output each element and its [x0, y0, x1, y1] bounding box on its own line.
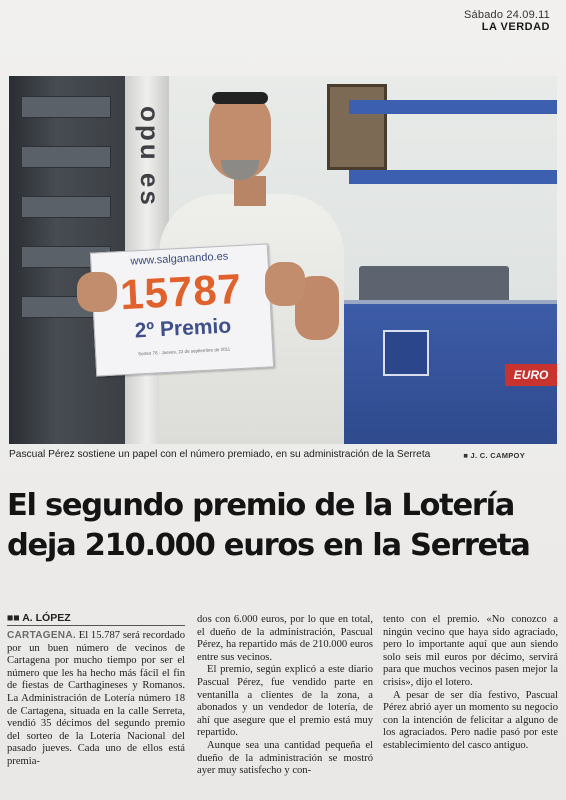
- rack-shelf: [21, 96, 111, 118]
- paragraph-text: El 15.787 será recordado por un buen número de vecinos de Cartagena por mucho tiempo por ser el número que les ha hecho más fácil el fin de fiestas de Carthagineses y Romanos. La Administración de Lotería número 18 de Cartagena, situada en la calle Serreta, vendió 35 décimos del segundo premio del sorteo de la Lotería Nacional del pasado jueves. Cada uno de ellos está premia-: [7, 630, 185, 767]
- paragraph: Aunque sea una cantidad pequeña el dueño de la administración se mostró ayer muy satisfecho y con-: [197, 739, 373, 777]
- sunglasses: [212, 92, 268, 104]
- article-column-1: [7, 630, 185, 769]
- wall-picture: [327, 84, 387, 170]
- sign-fine-print: Sorteo 76 · Jueves, 22 de septiembre de 2011: [137, 346, 231, 357]
- sign-website: www.salganando.es: [130, 250, 229, 268]
- article-headline: El segundo premio de la Lotería deja 210.000 euros en la Serreta: [7, 488, 530, 563]
- prize-sign: [90, 243, 274, 376]
- paragraph: [7, 630, 185, 769]
- blue-shelf: [349, 100, 557, 114]
- lottery-logo: [383, 330, 429, 376]
- newspaper-name: LA VERDAD: [481, 21, 550, 33]
- rack-shelf: [21, 196, 111, 218]
- article-column-3: [383, 614, 558, 753]
- man-left-hand: [77, 272, 117, 312]
- pillar-lettering: opu es: [135, 106, 165, 208]
- euro-sign: EURO: [505, 364, 557, 386]
- article-photo: [9, 76, 557, 444]
- byline-divider: [7, 625, 185, 626]
- publication-date: Sábado 24.09.11: [464, 9, 550, 21]
- paragraph: El premio, según explicó a este diario Pascual Pérez, fue vendido parte en ventanilla a clientes de la zona, a abonados y un vendedor de lotería, de ahí que asegure que el premio está muy repartido.: [197, 664, 373, 739]
- rack-shelf: [21, 146, 111, 168]
- man-neck: [234, 176, 266, 206]
- prize-label: 2º Premio: [134, 314, 232, 343]
- photo-credit: ■ J. C. CAMPOY: [463, 451, 525, 460]
- photo-caption: Pascual Pérez sostiene un papel con el número premiado, en su administración de la Serreta: [9, 449, 431, 460]
- paragraph: A pesar de ser día festivo, Pascual Pérez abrió ayer un momento su negocio con la intención de felicitar a alguno de los agraciados. Pero nadie pasó por este establecimiento del casco antiguo.: [383, 689, 558, 751]
- paragraph: dos con 6.000 euros, por lo que en total, el dueño de la administración, Pascual Pérez, ha repartido más de 210.000 euros entre sus vecinos.: [197, 614, 373, 663]
- article-column-2: [197, 614, 373, 778]
- man-right-hand: [265, 262, 305, 306]
- winning-number: 15787: [118, 264, 244, 319]
- blue-shelf: [349, 170, 557, 184]
- dateline: CARTAGENA.: [7, 630, 76, 641]
- byline: ■■ A. LÓPEZ: [7, 612, 71, 624]
- paragraph: tento con el premio. «No conozco a ningún vecino que haya sido agraciado, pero lo importante aquí que aun siendo solo seis mil euros por décimo, servirá para que muchos vecinos pasen mejor la crisis», dijo el lotero.: [383, 614, 558, 688]
